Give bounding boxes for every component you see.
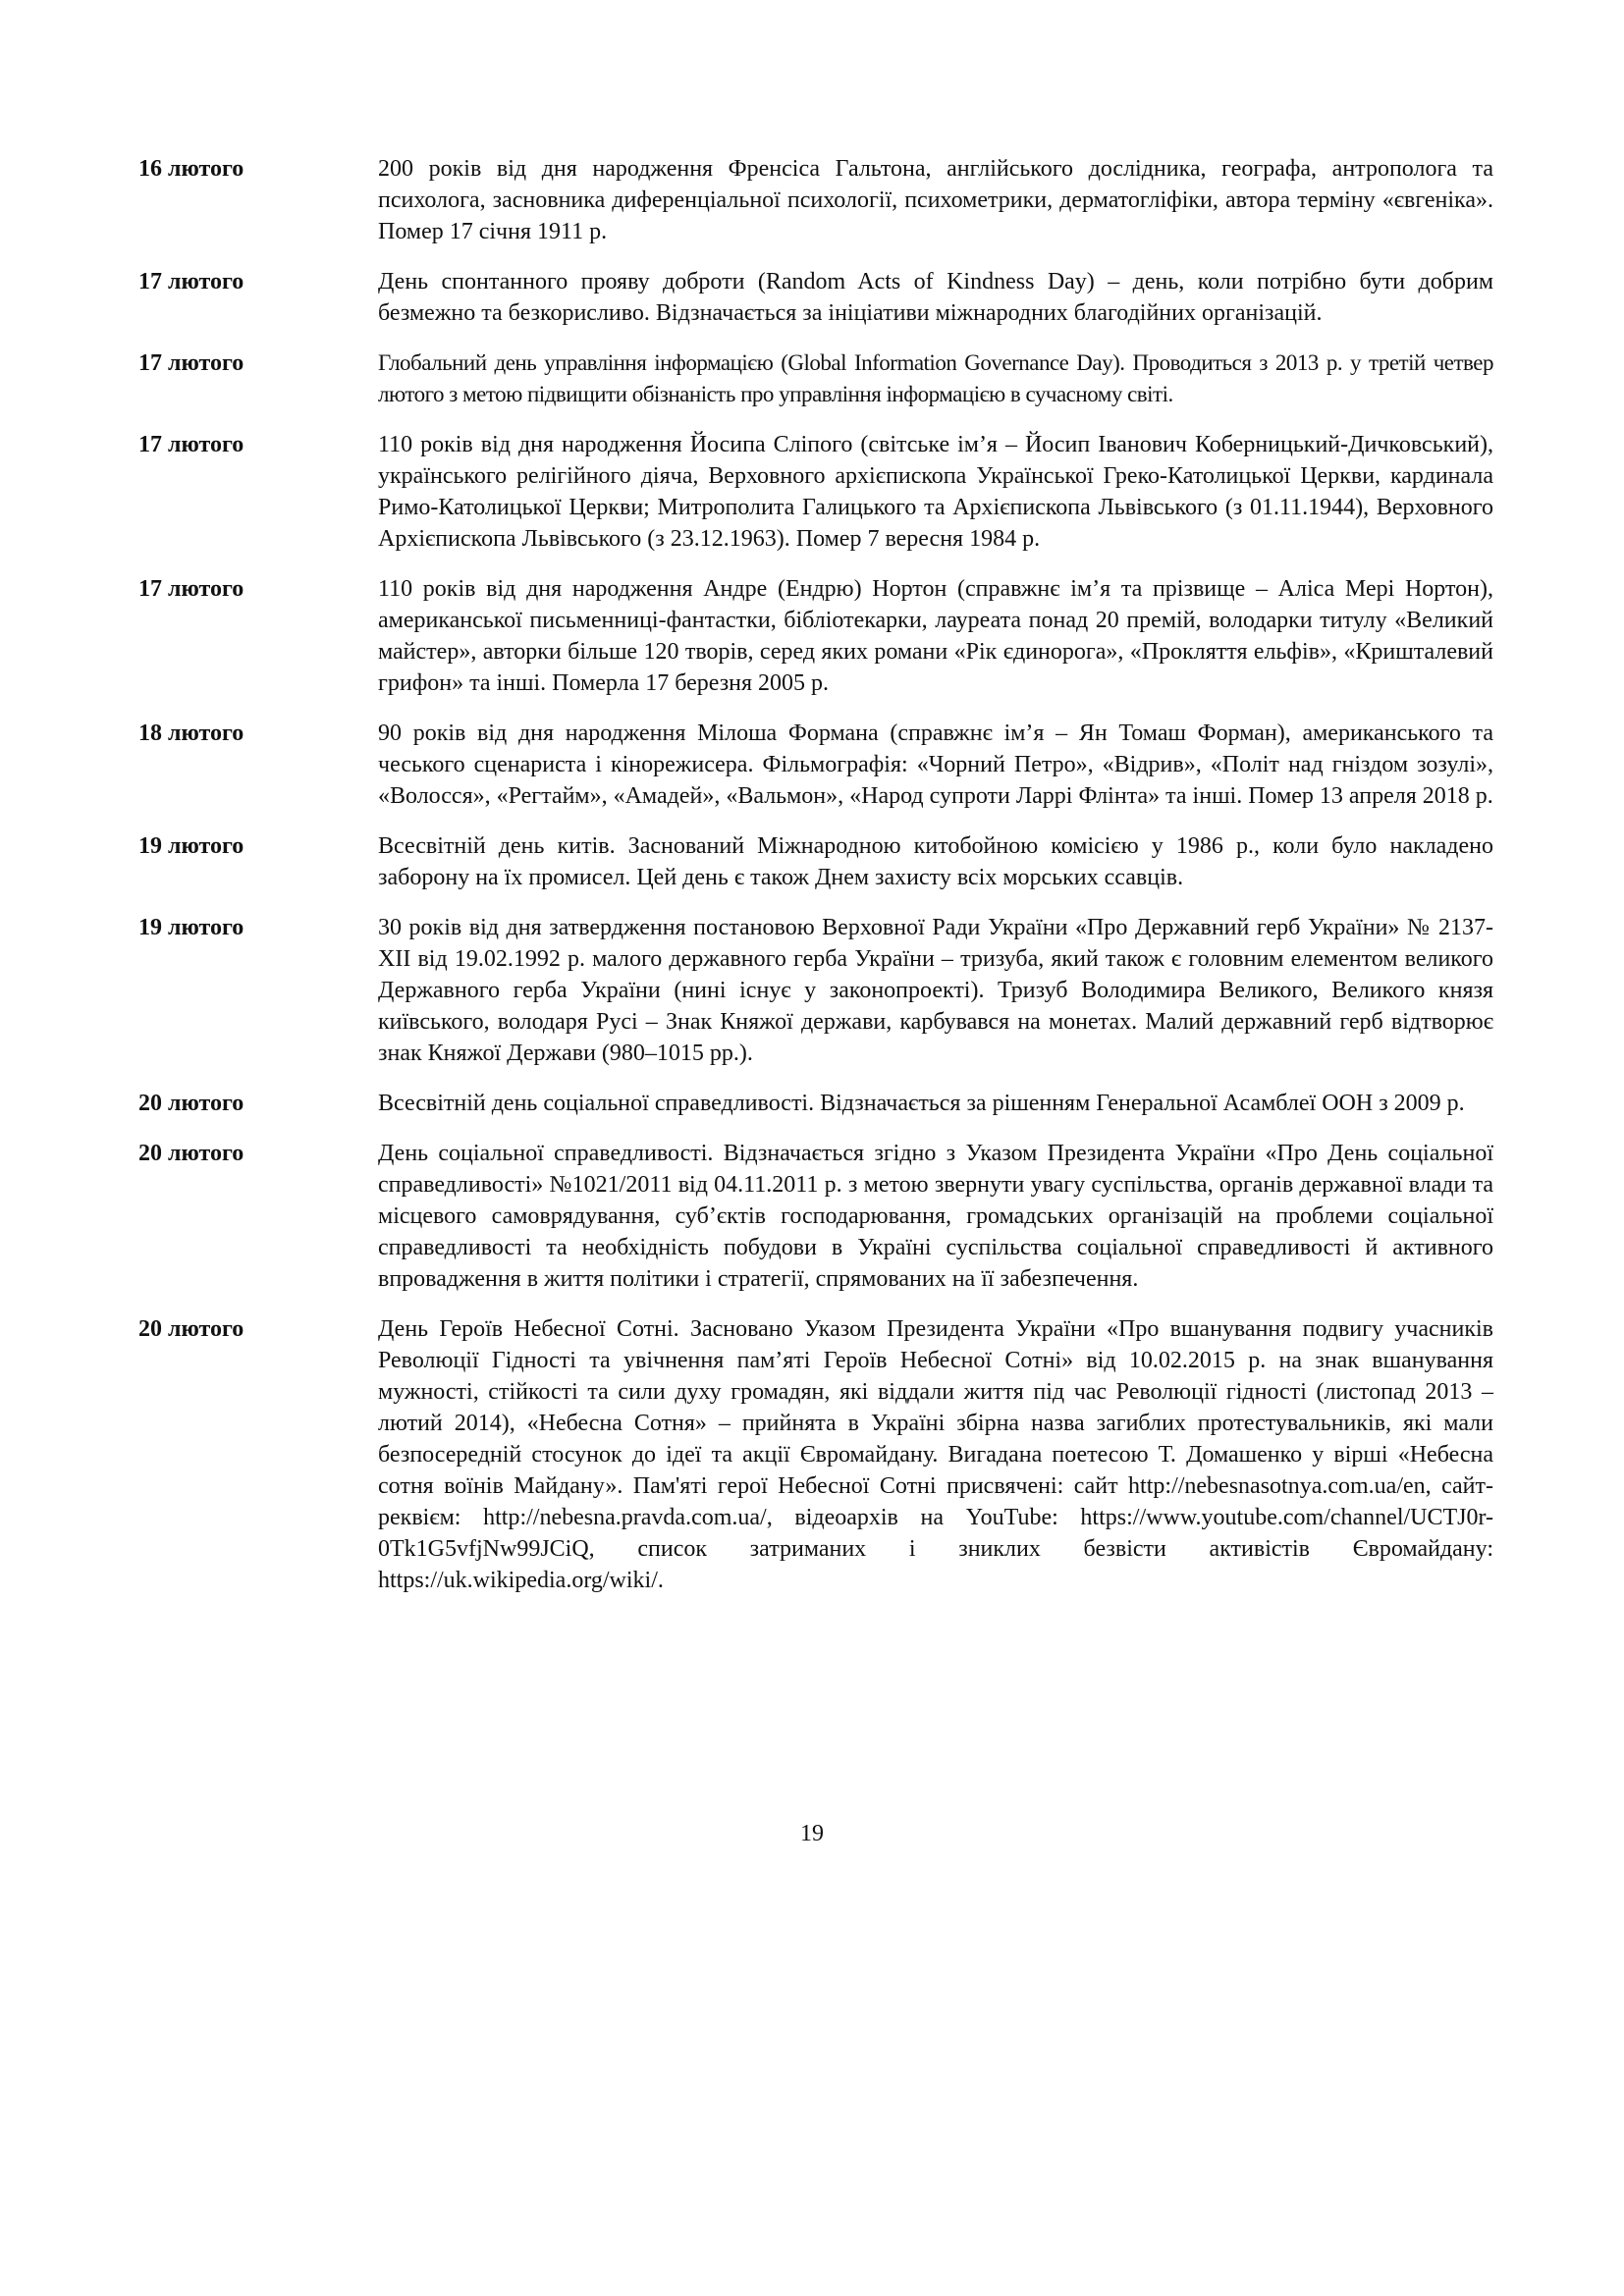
entry-text: 110 років від дня народження Андре (Ендрю) Нортон (справжнє ім’я та прізвище – Аліса Мері Нортон), американської письменниці-фантастки, бібліотекарки, лауреата понад 20 премій, володарки титулу «Великий майстер», авторки більше 120 творів, серед яких романи «Рік єдинорога», «Прокляття ельфів», «Кришталевий грифон» та інші. Померла 17 березня 2005 р. (378, 576, 1493, 696)
calendar-entry (138, 1088, 1493, 1119)
entry-date: 17 лютого (138, 432, 244, 457)
calendar-entry (138, 912, 1493, 1069)
entry-date: 19 лютого (138, 915, 244, 940)
entry-date: 17 лютого (138, 269, 244, 294)
entry-text: 90 років від дня народження Мілоша Формана (справжнє ім’я – Ян Томаш Форман), американського та чеського сценариста і кінорежисера. Фільмографія: «Чорний Петро», «Відрив», «Політ над гніздом зозулі», «Волосся», «Регтайм», «Амадей», «Вальмон», «Народ супроти Ларрі Флінта» та інші. Помер 13 апреля 2018 р. (378, 721, 1493, 809)
entry-text: День соціальної справедливості. Відзначається згідно з Указом Президента України «Про День соціальної справедливості» №1021/2011 від 04.11.2011 р. з метою звернути увагу суспільства, органів державної влади та місцевого самоврядування, суб’єктів господарювання, громадських організацій на проблеми соціальної справедливості та необхідність побудови в Україні суспільства соціальної справедливості й активного впровадження в життя політики і стратегії, спрямованих на її забезпечення. (378, 1141, 1493, 1292)
entry-date: 20 лютого (138, 1316, 244, 1342)
calendar-entry (138, 153, 1493, 247)
entry-text: Глобальний день управління інформацією (Global Information Governance Day). Проводиться з 2013 р. у третій четвер лютого з метою підвищити обізнаність про управління інформацією в сучасному світі. (378, 350, 1493, 406)
entry-date: 17 лютого (138, 576, 244, 602)
entry-text: 110 років від дня народження Йосипа Сліпого (світське ім’я – Йосип Іванович Коберницький-Дичковський), українського релігійного діяча, Верховного архієпископа Української Греко-Католицької Церкви, кардинала Римо-Католицької Церкви; Митрополита Галицького та Архієпископа Львівського (з 01.11.1944), Верховного Архієпископа Львівського (з 23.12.1963). Помер 7 вересня 1984 р. (378, 432, 1493, 552)
page-number: 19 (800, 1821, 824, 1846)
calendar-entry (138, 573, 1493, 699)
entry-date: 20 лютого (138, 1091, 244, 1116)
calendar-entry (138, 718, 1493, 812)
entry-text: 200 років від дня народження Френсіса Гальтона, англійського дослідника, географа, антрополога та психолога, засновника диференціальної психології, психометрики, дерматогліфіки, автора терміну «євгеніка». Помер 17 січня 1911 р. (378, 156, 1493, 244)
calendar-page (138, 153, 1493, 1615)
entry-date: 20 лютого (138, 1141, 244, 1166)
entry-text: День спонтанного прояву доброти (Random Acts of Kindness Day) – день, коли потрібно бути добрим безмежно та безкорисливо. Відзначається за ініціативи міжнародних благодійних організацій. (378, 269, 1493, 326)
calendar-entry (138, 1313, 1493, 1596)
calendar-entry (138, 429, 1493, 555)
calendar-entry (138, 266, 1493, 329)
entry-date: 19 лютого (138, 833, 244, 859)
entry-date: 18 лютого (138, 721, 244, 746)
entry-text: Всесвітній день китів. Заснований Міжнародною китобойною комісією у 1986 р., коли було накладено заборону на їх промисел. Цей день є також Днем захисту всіх морських ссавців. (378, 833, 1493, 890)
calendar-entry (138, 347, 1493, 410)
calendar-entry (138, 830, 1493, 893)
entry-text: 30 років від дня затвердження постановою Верховної Ради України «Про Державний герб України» № 2137-XII від 19.02.1992 р. малого державного герба України – тризуба, який також є головним елементом великого Державного герба України (нині існує у законопроекті). Тризуб Володимира Великого, Великого князя київського, володаря Русі – Знак Княжої держави, карбувався на монетах. Малий державний герб відтворює знак Княжої Держави (980–1015 рр.). (378, 915, 1493, 1066)
entry-text: День Героїв Небесної Сотні. Засновано Указом Президента України «Про вшанування подвигу учасників Революції Гідності та увічнення пам’яті Героїв Небесної Сотні» від 10.02.2015 р. на знак вшанування мужності, стійкості та сили духу громадян, які віддали життя під час Революції гідності (листопад 2013 – лютий 2014), «Небесна Сотня» – прийнята в Україні збірна назва загиблих протестувальників, які мали безпосередній стосунок до ідеї та акції Євромайдану. Вигадана поетесою Т. Домашенко у вірші «Небесна сотня воїнів Майдану». Пам'яті герої Небесної Сотні присвячені: сайт http://nebesnasotnya.com.ua/en, сайт-реквієм: http://nebesna.pravda.com.ua/, відеоархів на YouTube: https://www.youtube.com/channel/UCTJ0r-0Tk1G5vfjNw99JCiQ, список затриманих і зниклих безвісти активістів Євромайдану: https://uk.wikipedia.org/wiki/. (378, 1316, 1493, 1593)
entry-date: 17 лютого (138, 350, 244, 376)
entry-text: Всесвітній день соціальної справедливості. Відзначається за рішенням Генеральної Асамблеї ООН з 2009 р. (378, 1091, 1465, 1116)
calendar-entry (138, 1138, 1493, 1295)
entry-date: 16 лютого (138, 156, 244, 182)
